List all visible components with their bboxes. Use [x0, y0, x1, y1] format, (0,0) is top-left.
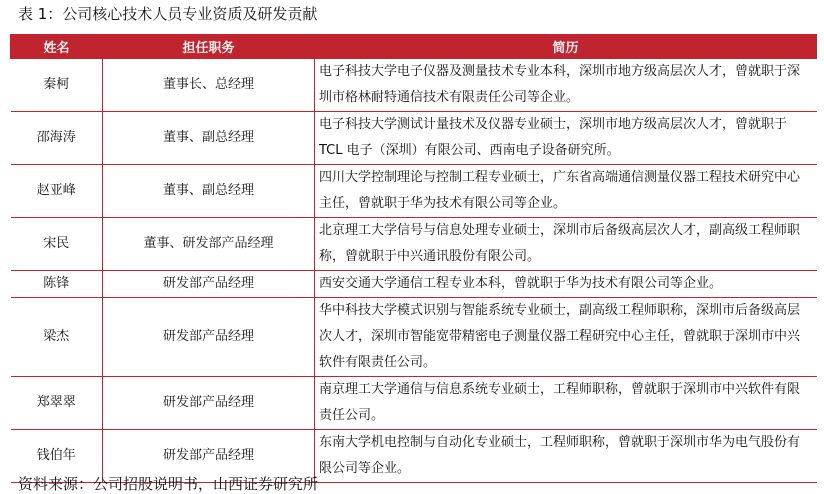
header-resume: 简历 — [315, 35, 817, 59]
header-position: 担任职务 — [103, 35, 315, 59]
table-row — [11, 218, 817, 271]
cell-name: 宋民 — [11, 218, 103, 271]
cell-name: 赵亚峰 — [11, 165, 103, 218]
cell-position: 董事、研发部产品经理 — [103, 218, 315, 271]
source-note: 资料来源：公司招股说明书，山西证券研究所 — [18, 475, 319, 493]
cell-resume: 东南大学机电控制与自动化专业硕士，工程师职称，曾就职于深圳市华为电气股份有限公司等企业。 — [315, 430, 817, 483]
table-row — [11, 377, 817, 430]
cell-resume: 电子科技大学测试计量技术及仪器专业硕士，深圳市地方级高层次人才，曾就职于 TCL 电子（深圳）有限公司、西南电子设备研究所。 — [315, 112, 817, 165]
table-header-row — [11, 35, 817, 59]
table-row — [11, 165, 817, 218]
cell-resume: 华中科技大学模式识别与智能系统专业硕士，副高级工程师职称，深圳市后备级高层次人才，深圳市智能宽带精密电子测量仪器工程研究中心主任，曾就职于深圳市中兴软件有限责任公司。 — [315, 298, 817, 377]
cell-position: 研发部产品经理 — [103, 430, 315, 483]
cell-position: 董事、副总经理 — [103, 112, 315, 165]
cell-resume: 西安交通大学通信工程专业本科，曾就职于华为技术有限公司等企业。 — [315, 271, 817, 298]
table-caption: 表 1：公司核心技术人员专业资质及研发贡献 — [18, 5, 318, 23]
cell-resume: 南京理工大学通信与信息系统专业硕士，工程师职称，曾就职于深圳市中兴软件有限责任公司。 — [315, 377, 817, 430]
cell-name: 陈锋 — [11, 271, 103, 298]
cell-resume: 北京理工大学信号与信息处理专业硕士，深圳市后备级高层次人才，副高级工程师职称，曾就职于中兴通讯股份有限公司。 — [315, 218, 817, 271]
cell-name: 梁杰 — [11, 298, 103, 377]
cell-name: 钱伯年 — [11, 430, 103, 483]
cell-resume: 电子科技大学电子仪器及测量技术专业本科，深圳市地方级高层次人才，曾就职于深圳市格林耐特通信技术有限责任公司等企业。 — [315, 59, 817, 112]
cell-name: 秦柯 — [11, 59, 103, 112]
cell-position: 研发部产品经理 — [103, 271, 315, 298]
table-row — [11, 112, 817, 165]
header-name: 姓名 — [11, 35, 103, 59]
cell-position: 研发部产品经理 — [103, 377, 315, 430]
personnel-table — [10, 34, 817, 483]
cell-name: 郑翠翠 — [11, 377, 103, 430]
cell-position: 研发部产品经理 — [103, 298, 315, 377]
table-row — [11, 298, 817, 377]
cell-position: 董事、副总经理 — [103, 165, 315, 218]
cell-name: 邵海涛 — [11, 112, 103, 165]
table-row — [11, 59, 817, 112]
cell-resume: 四川大学控制理论与控制工程专业硕士，广东省高端通信测量仪器工程技术研究中心主任，曾就职于华为技术有限公司等企业。 — [315, 165, 817, 218]
table-row — [11, 271, 817, 298]
cell-position: 董事长、总经理 — [103, 59, 315, 112]
